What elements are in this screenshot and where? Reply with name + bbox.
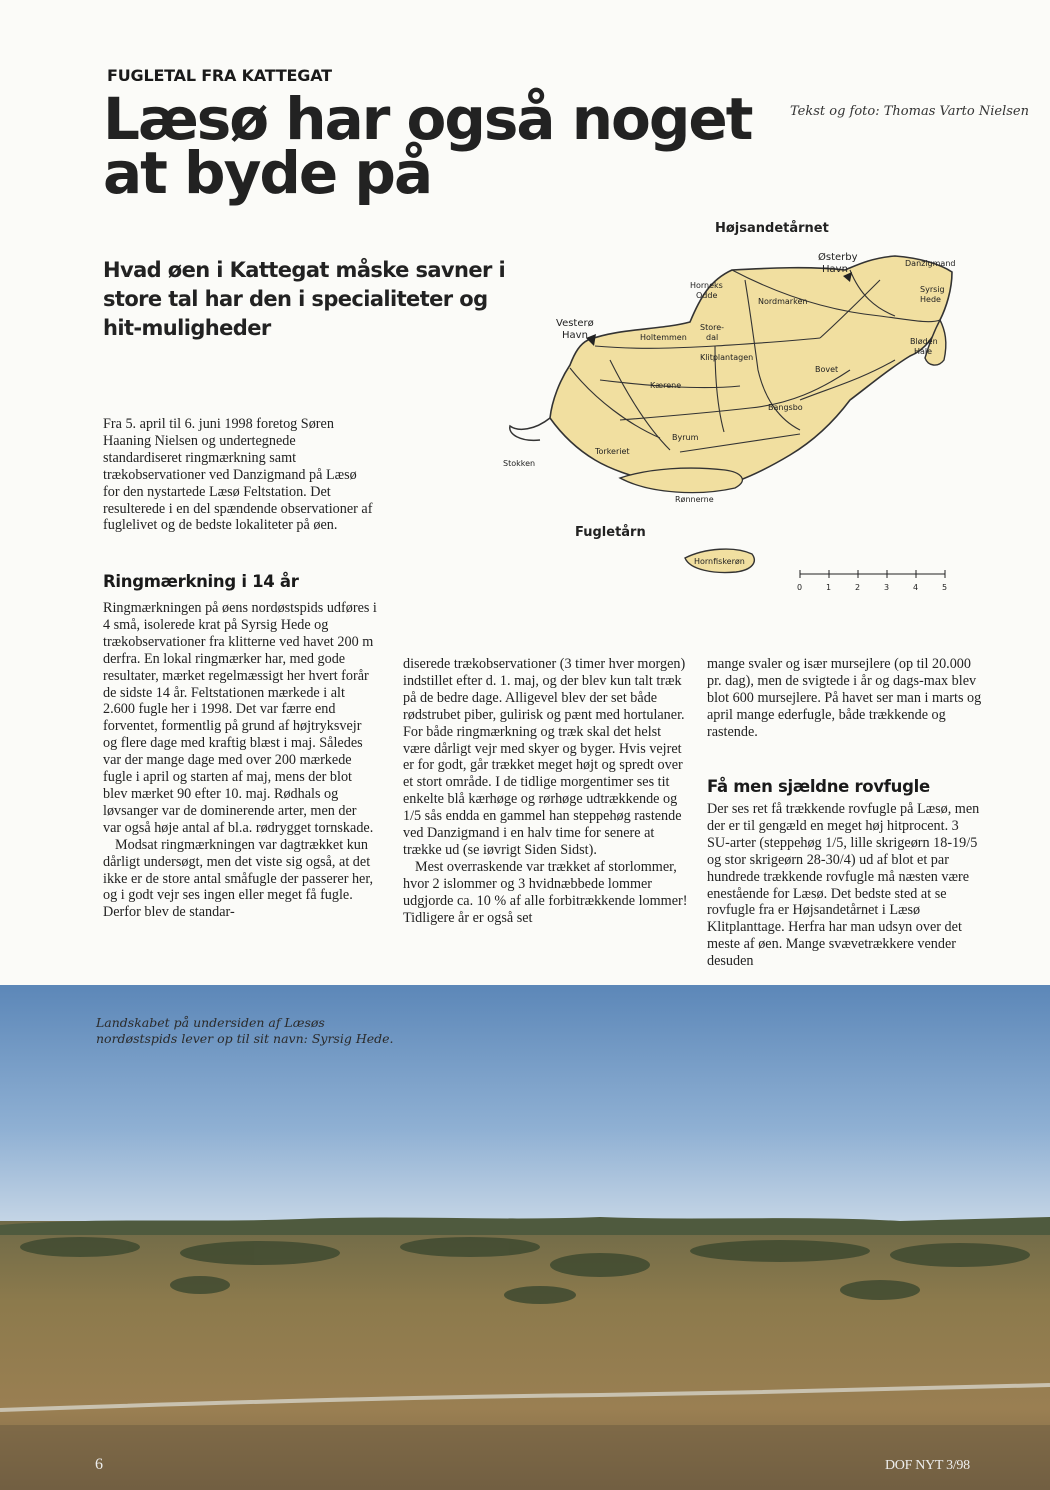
article-title [103,85,803,207]
label-storedal-1: Store- [700,323,725,332]
label-horneks-1: Horneks [690,281,723,290]
label-klitplantagen: Klitplantagen [700,353,754,362]
heath-landscape-photo [0,985,1050,1490]
label-bloden-2: Hale [914,347,933,356]
col1-para-2: Modsat ringmærkningen var dagtrækket kun dårligt undersøgt, men det viste sig også, at det ikke er de store antal småfugle der passerer her, og i godt vejr ses ingen eller meget få fugle. Derfor blev de standar- [103,836,374,921]
col2-para-2: Mest overraskende var trækket af storlommer, hvor 2 islommer og 3 hvidnæbbede lommer udgjorde ca. 10 % af alle forbitrækkende lommer! Tidligere år er også set [403,858,688,926]
col3-para-2: Der ses ret få trækkende rovfugle på Læsø, men der er til gengæld en meget høj hitprocent. 3 SU-arter (steppehøg 1/5, lille skrigeørn 18-19/5 og stor skrigeørn 28-30/4) ud af blot et par hundrede trækkende rovfugle må næsten være enestående for Læsø. Det bedste sted at se rovfugle fra er Højsandetårnet i Læsø Klitplanttage. Herfra har man udsyn over det meste af øen. Mange svævetrækkere vender desuden [707,801,980,970]
label-vestero-2: Havn [562,330,588,341]
scale-label-1: 1 [826,583,832,592]
label-torkeriet: Torkeriet [595,447,630,456]
label-byrum: Byrum [672,433,699,442]
heading-rovfugle: Få men sjældne rovfugle [707,777,930,796]
col3-para-1: mange svaler og især mursejlere (op til 20.000 pr. dag), men de svigtede i år og dags-max blev blot 600 mursejlere. På havet ser man i marts og april mange ederfugle, både trækkende og rastende. [707,656,982,740]
column-3-lower [707,801,982,970]
label-stokken: Stokken [503,459,536,468]
title-line-1: Læsø har også noget [103,85,752,153]
label-horneks-2: Odde [696,291,718,300]
author-credit: Tekst og foto: Thomas Varto Nielsen [790,104,1029,119]
label-nordmarken: Nordmarken [758,297,808,306]
col2-para-1: diserede trækobservationer (3 timer hver morgen) indstillet efter d. 1. maj, og der blev kun talt træk på de bedre dage. Alligevel blev der set både rødstrubet piber, gulirisk og pænt med hortulaner. For både ringmærkning og træk skal det helst være dårligt vejr med skyer og byger. Hvis vejret er for godt, går trækket meget højt og spredt over et stort område. I de tidlige morgentimer ses tit enkelte blå kærhøge og rørhøge udtrækkende og 1/5 sås endda en gammel han steppehøg rastende ved Danzigmand i en halv time for senere at trække ud (se iøvrigt Siden Sidst). [403,656,686,858]
label-osterby-1: Østerby [818,252,858,263]
label-syrsig-2: Hede [920,295,941,304]
label-kaerene: Kærene [650,381,682,390]
stokken-spit [510,418,550,440]
intro-paragraph: Fra 5. april til 6. juni 1998 foretog Søren Haaning Nielsen og undertegnede standardiseret ringmærkning samt trækobservationer ved Danzigmand på Læsø for den nystartede Læsø Feltstation. Det resulterede i en del spændende observationer af fuglelivet og de bedste lokaliteter på øen. [103,416,373,534]
laeso-map [500,220,970,610]
issue-footer: DOF NYT 3/98 [885,1458,970,1473]
label-bloden-1: Bløden [910,337,938,346]
scale-label-5: 5 [942,583,948,592]
scale-label-3: 3 [884,583,890,592]
label-bovet: Bovet [815,365,839,374]
label-danzigmand: Danzigmand [905,259,956,268]
col1-para-1: Ringmærkningen på øens nordøstspids udføres i 4 små, isolerede krat på Syrsig Hede og trækobservationer fra klitterne ved havet 200 m derfra. En lokal ringmærker har, med gode resultater, mærket regelmæssigt her hvert forår de sidste 14 år. Feltstationen mærkede i alt 2.600 fugle her i 1998. Det var færre end forventet, formentlig på grund af højtryksvejr og flere dage med kraftig blæst i maj. Således var der mange dage med over 200 mærkede fugle i april og starten af maj, mens der blot blev mærket 90 efter 10. maj. Rødhals og løvsanger var de dominerende arter, men der var også høje antal af bl.a. rødrygget tornskade. [103,600,377,836]
label-bangsbo: Bangsbo [768,403,803,412]
column-1 [103,600,378,921]
title-line-2: at byde på [103,139,432,207]
label-fugletarn: Fugletårn [575,525,646,540]
label-syrsig-1: Syrsig [920,285,945,294]
scale-label-0: 0 [797,583,803,592]
label-ronnerne: Rønnerne [675,495,714,504]
page-number: 6 [95,1456,103,1473]
heading-ringmaerkning: Ringmærkning i 14 år [103,572,299,591]
photo-caption: Landskabet på undersiden af Læsøs nordøstspids lever op til sit navn: Syrsig Hede. [96,1015,394,1046]
section-kicker: FUGLETAL FRA KATTEGAT [107,66,332,85]
scale-label-4: 4 [913,583,919,592]
map-scale-bar [797,570,947,592]
label-osterby-2: Havn [822,264,848,275]
label-hojsandetarnet: Højsandetårnet [715,221,829,236]
label-vestero-1: Vesterø [556,318,594,329]
label-hornfiskeron: Hornfiskerøn [694,557,745,566]
column-3 [707,656,982,741]
column-2 [403,656,690,927]
label-storedal-2: dal [706,333,719,342]
scale-label-2: 2 [855,583,861,592]
label-holtemmen: Holtemmen [640,333,687,342]
article-subtitle: Hvad øen i Kattegat måske savner i store tal har den i specialiteter og hit-muligheder [103,258,506,340]
